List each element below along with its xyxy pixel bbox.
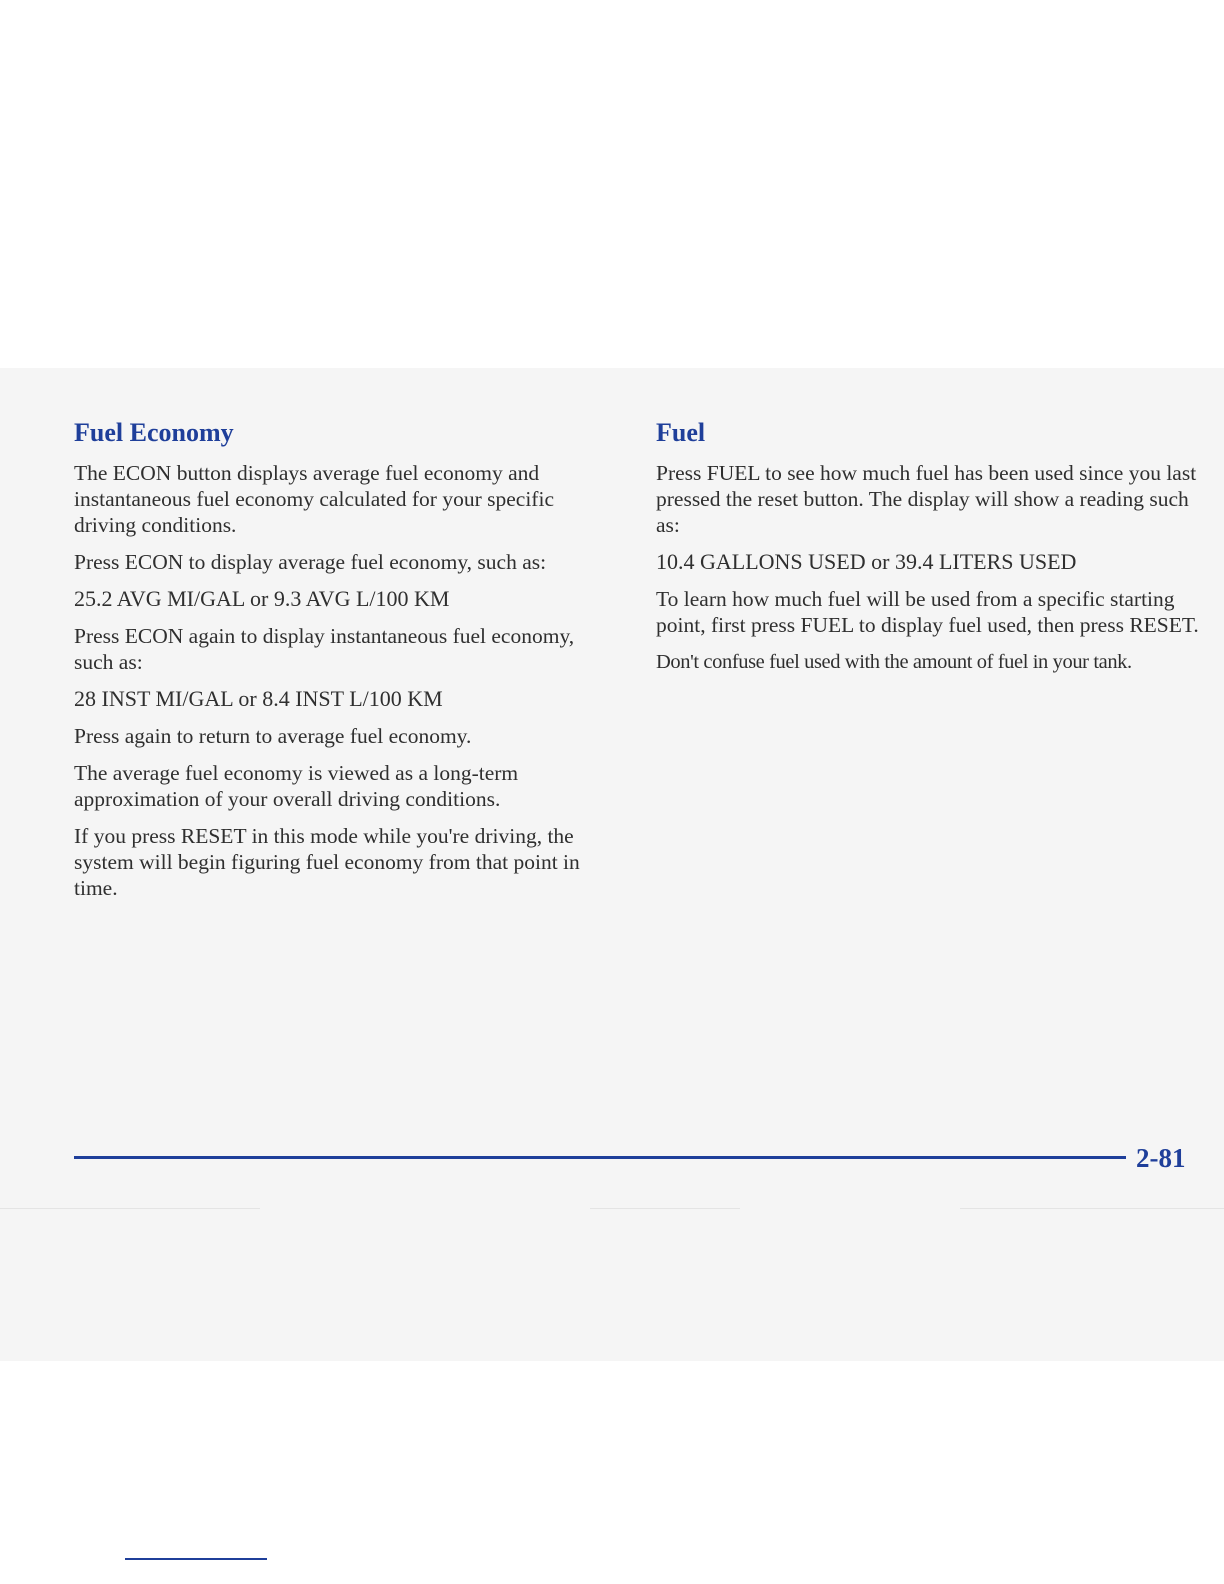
footer-rule [74, 1156, 1126, 1159]
scan-artifact-line [0, 1208, 260, 1209]
scan-artifact-line [590, 1208, 740, 1209]
paragraph-econ-button: The ECON button displays average fuel economy and instantaneous fuel economy calculated for your specific driving conditions. [74, 461, 554, 537]
paragraph-long-term: The average fuel economy is viewed as a long-term approximation of your overall driving conditions. [74, 761, 519, 811]
paragraph-press-econ-again: Press ECON again to display instantaneous fuel economy, such as: [74, 624, 575, 674]
fuel-economy-section [74, 418, 614, 912]
scan-artifact-line [960, 1208, 1224, 1209]
paragraph-press-econ: Press ECON to display average fuel economy, such as: [74, 550, 547, 574]
paragraph-dont-confuse: Don't confuse fuel used with the amount of fuel in your tank. [656, 651, 1132, 673]
fuel-section [656, 418, 1206, 686]
paragraph-press-again: Press again to return to average fuel economy. [74, 724, 472, 748]
paragraph-learn-fuel: To learn how much fuel will be used from a specific starting point, first press FUEL to display fuel used, then press RESET. [656, 587, 1199, 637]
reading-fuel-used: 10.4 GALLONS USED or 39.4 LITERS USED [656, 549, 1077, 574]
page-number: 2-81 [1136, 1143, 1186, 1173]
reading-average-economy: 25.2 AVG MI/GAL or 9.3 AVG L/100 KM [74, 586, 450, 611]
section-heading-fuel-economy: Fuel Economy [74, 418, 234, 447]
paragraph-reset-driving: If you press RESET in this mode while you're driving, the system will begin figuring fuel economy from that point in time. [74, 824, 580, 900]
section-heading-fuel: Fuel [656, 418, 706, 447]
paragraph-press-fuel: Press FUEL to see how much fuel has been used since you last pressed the reset button. The display will show a reading such as: [656, 461, 1197, 537]
reading-instant-economy: 28 INST MI/GAL or 8.4 INST L/100 KM [74, 686, 443, 711]
bottom-rule [125, 1558, 267, 1560]
